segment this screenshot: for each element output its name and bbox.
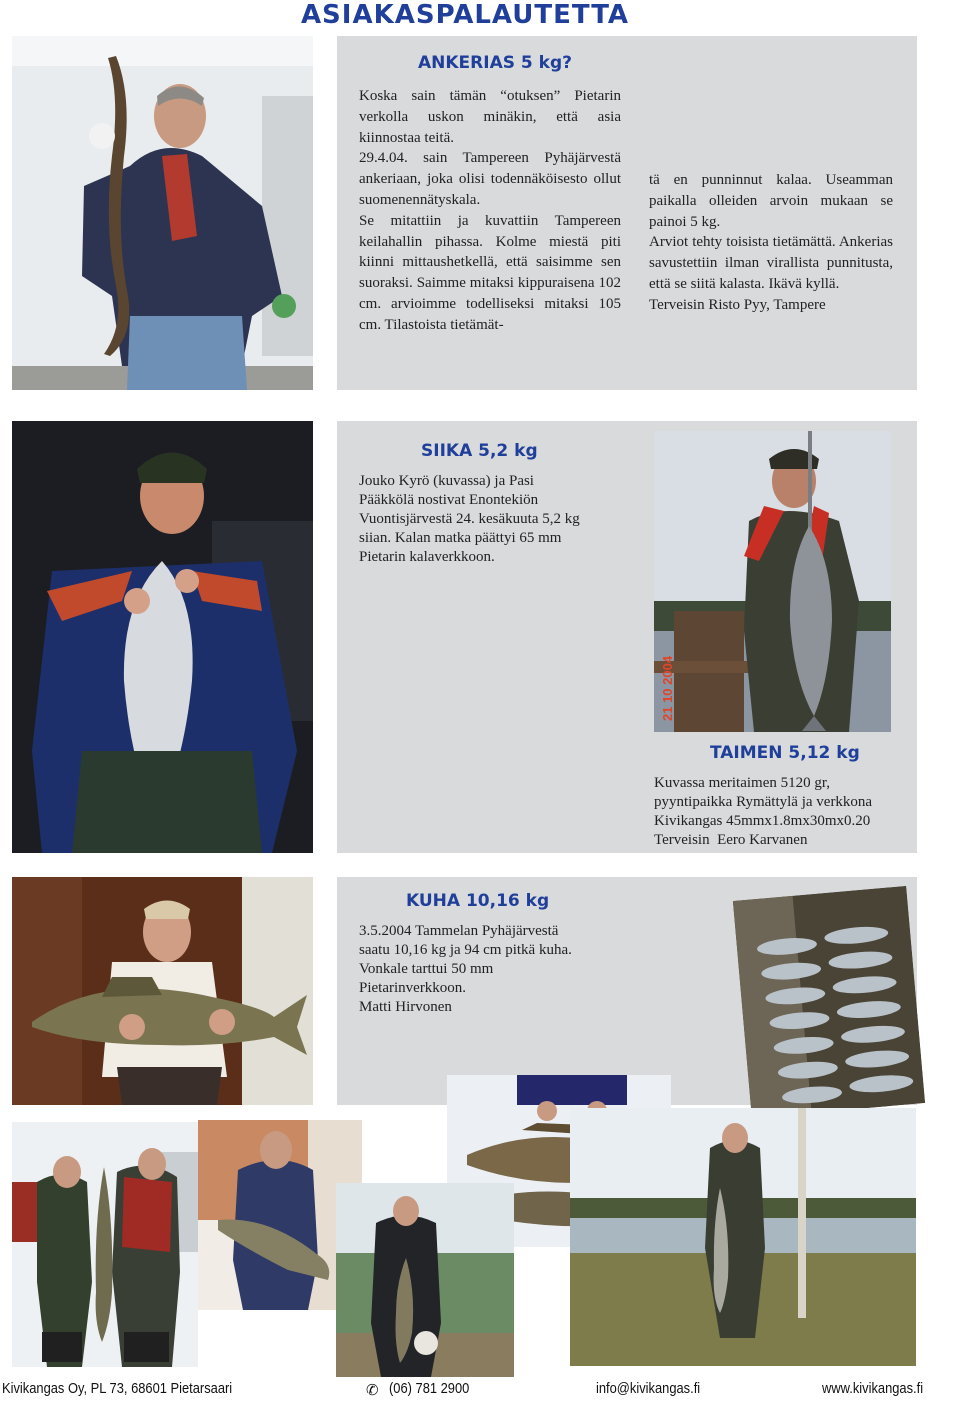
ankerias-text-col2 bbox=[649, 170, 893, 316]
ankerias-paragraph: tä en punninnut kalaa. Useamman paikalla olleiden arvoin mukaan se painoi 5 kg. bbox=[649, 172, 893, 230]
kuha-heading: KUHA 10,16 kg bbox=[406, 891, 550, 911]
zander-photo bbox=[12, 877, 313, 1105]
man-with-fish-forest-photo bbox=[336, 1183, 514, 1377]
photo-date-stamp: 21 10 2004 bbox=[660, 655, 675, 721]
kuha-line: 3.5.2004 Tammelan Pyhäjärvestä bbox=[359, 923, 559, 939]
page-title: ASIAKASPALAUTETTA bbox=[300, 0, 630, 30]
pike-snow-photo bbox=[12, 1122, 198, 1367]
taimen-text: Kuvassa meritaimen 5120 gr, pyyntipaikka Rymättylä ja verkkona Kivikangas 45mmx1.8mx30mx0.20 bbox=[654, 775, 873, 830]
taimen-signature: Terveisin Eero Karvanen bbox=[654, 832, 808, 848]
kuha-line: saatu 10,16 kg ja 94 cm pitkä kuha. bbox=[359, 942, 572, 958]
ankerias-paragraph: Koska sain tämän “otuksen” Pietarin verkolla uskon minäkin, että asia kiinnostaa teitä. bbox=[359, 88, 621, 146]
kuha-line: Vonkale tarttui 50 mm Pietarinverkkoon. bbox=[359, 961, 494, 996]
lake-man-salmon-photo bbox=[570, 1108, 916, 1366]
ankerias-heading: ANKERIAS 5 kg? bbox=[418, 53, 572, 73]
siika-text: Jouko Kyrö (kuvassa) ja Pasi Pääkkölä nostivat Enontekiön Vuontisjärvestä 24. kesäkuuta 5,2 kg siian. Kalan matka päättyi 65 mm Pietarin kalaverkkoon. bbox=[359, 473, 580, 565]
taimen-heading: TAIMEN 5,12 kg bbox=[710, 743, 860, 763]
ankerias-paragraph: 29.4.04. sain Tampereen Pyhäjärvestä ankeriaan, joka olisi todennäköisesto ollut suomenennätyskala. bbox=[359, 150, 621, 208]
ankerias-paragraph: Se mitattiin ja kuvattiin Tampereen keilahallin pihassa. Kolme miestä piti kiinni mittaushetkellä, että saisimme sen suoraksi. Saimme mitaksi kippuraisena 102 cm. arvioimme todelliseksi mitaksi 105 cm. Tilastoista tietämät- bbox=[359, 212, 621, 333]
footer-address: Kivikangas Oy, PL 73, 68601 Pietarsaari bbox=[2, 1380, 233, 1397]
whitefish-photo bbox=[12, 421, 313, 853]
siika-heading: SIIKA 5,2 kg bbox=[421, 441, 538, 461]
footer-email[interactable]: info@kivikangas.fi bbox=[596, 1380, 701, 1397]
kuha-text bbox=[359, 922, 591, 1017]
ankerias-paragraph: Arviot tehty toisista tietämättä. Ankerias savustettiin ilman virallista punnitusta, että se siitä kalasta. Ikävä kyllä. bbox=[649, 234, 893, 292]
kuha-signature: Matti Hirvonen bbox=[359, 999, 452, 1015]
eel-photo bbox=[12, 36, 313, 390]
footer-phone: (06) 781 2900 bbox=[389, 1380, 470, 1397]
trout-photo bbox=[654, 431, 891, 732]
footer-website[interactable]: www.kivikangas.fi bbox=[822, 1380, 924, 1397]
catch-pile-photo bbox=[733, 886, 925, 1118]
ankerias-signature: Terveisin Risto Pyy, Tampere bbox=[649, 296, 826, 313]
ankerias-text-col1 bbox=[359, 86, 621, 336]
phone-icon: ✆ bbox=[366, 1381, 379, 1399]
